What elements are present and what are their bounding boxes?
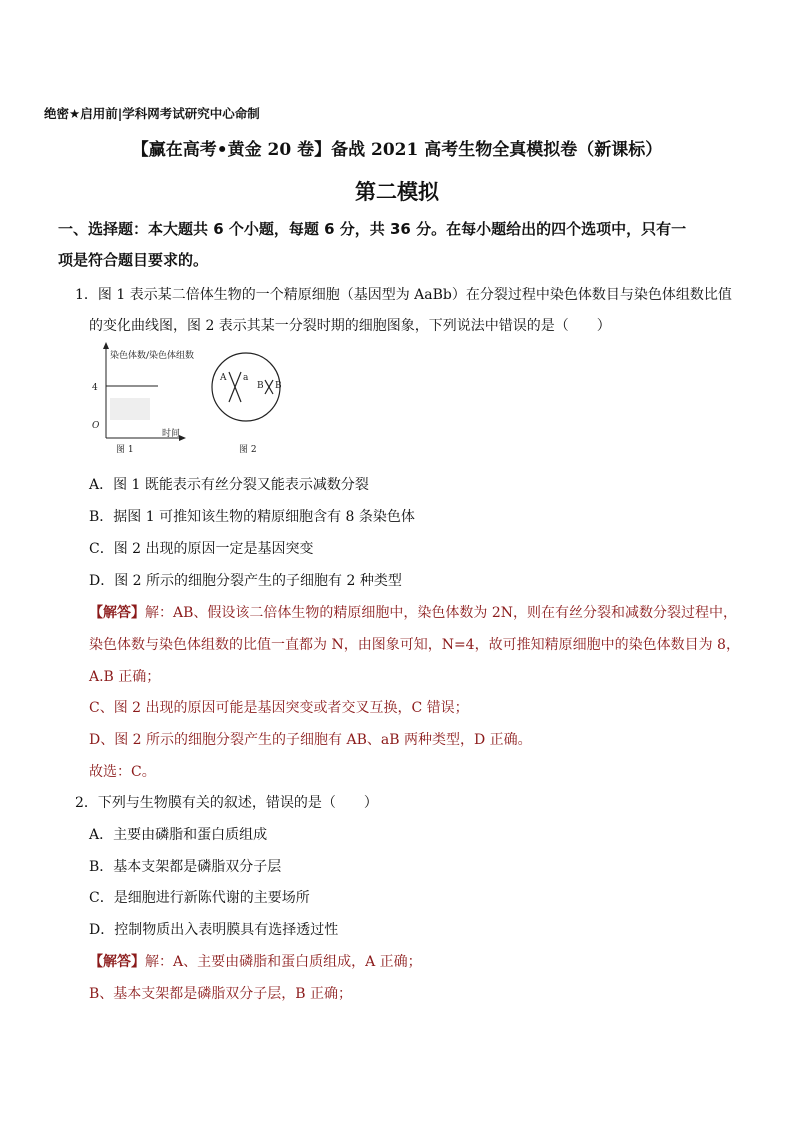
- q1-answer-text-1: 解：AB、假设该二倍体生物的精原细胞中，染色体数为 2N，则在有丝分裂和减数分裂过程中，: [145, 605, 738, 621]
- section-instruction-line2: 项是符合题目要求的。: [58, 251, 209, 269]
- q2-stem: 2．下列与生物膜有关的叙述，错误的是（ ）: [75, 795, 378, 811]
- section-instruction-line1: 一、选择题：本大题共 6 个小题，每题 6 分，共 36 分。在每小题给出的四个选项中，只有一: [58, 220, 687, 238]
- q2-option-b: B．基本支架都是磷脂双分子层: [89, 859, 282, 875]
- x-axis-label: 时间: [162, 429, 181, 439]
- q2-option-d: D．控制物质出入表明膜具有选择透过性: [89, 922, 339, 938]
- q1-answer-line2: 染色体数与染色体组数的比值一直都为 N，由图象可知，N=4，故可推知精原细胞中的染色体数目为 8，: [89, 637, 740, 653]
- paper-title: 【赢在高考•黄金 20 卷】备战 2021 高考生物全真模拟卷（新课标）: [131, 140, 663, 160]
- x-axis-arrow: [179, 435, 186, 441]
- q1-stem-line2: 的变化曲线图，图 2 表示其某一分裂时期的细胞图象，下列说法中错误的是（ ）: [89, 318, 611, 334]
- gene-label-a: a: [243, 373, 249, 383]
- q2-answer-tag: 【解答】: [89, 954, 145, 970]
- shaded-region: [110, 398, 150, 420]
- q1-answer-tag: 【解答】: [89, 605, 145, 621]
- gene-label-A: A: [220, 373, 227, 383]
- q1-answer-line5: D、图 2 所示的细胞分裂产生的子细胞有 AB、aB 两种类型，D 正确。: [89, 732, 532, 748]
- q1-option-a: A．图 1 既能表示有丝分裂又能表示减数分裂: [89, 477, 369, 493]
- secret-line: 绝密★启用前|学科网考试研究中心命制: [44, 106, 260, 121]
- q2-option-c: C．是细胞进行新陈代谢的主要场所: [89, 890, 310, 906]
- q2-answer-line2: B、基本支架都是磷脂双分子层，B 正确；: [89, 986, 353, 1002]
- q1-answer-line6: 故选：C。: [89, 764, 156, 780]
- q1-option-d: D．图 2 所示的细胞分裂产生的子细胞有 2 种类型: [89, 573, 402, 589]
- figure-2-cell: [205, 350, 295, 460]
- y-axis-arrow: [103, 342, 109, 349]
- y-axis-label: 染色体数/染色体组数: [110, 351, 195, 361]
- q1-answer-line1: [89, 602, 737, 622]
- gene-label-B-left: B: [257, 381, 264, 391]
- q2-answer-line1: [89, 951, 422, 971]
- q1-stem-line1: 1．图 1 表示某二倍体生物的一个精原细胞（基因型为 AaBb）在分裂过程中染色体数目与染色体组数比值: [75, 287, 732, 303]
- q1-option-b: B．据图 1 可推知该生物的精原细胞含有 8 条染色体: [89, 509, 415, 525]
- q1-answer-line3: A.B 正确；: [89, 669, 161, 685]
- cell-membrane: [212, 353, 280, 421]
- origin-label: O: [92, 421, 100, 431]
- gene-label-B-right: B: [275, 381, 282, 391]
- q2-option-a: A．主要由磷脂和蛋白质组成: [89, 827, 268, 843]
- figure-1-caption: 图 1: [116, 445, 134, 455]
- q2-answer-text-1: 解：A、主要由磷脂和蛋白质组成，A 正确；: [145, 954, 422, 970]
- q1-answer-line4: C、图 2 出现的原因可能是基因突变或者交叉互换，C 错误；: [89, 700, 469, 716]
- y-tick-4: 4: [92, 383, 98, 393]
- paper-subtitle: 第二模拟: [355, 180, 439, 204]
- figure-2-caption: 图 2: [239, 445, 257, 455]
- q1-option-c: C．图 2 出现的原因一定是基因突变: [89, 541, 314, 557]
